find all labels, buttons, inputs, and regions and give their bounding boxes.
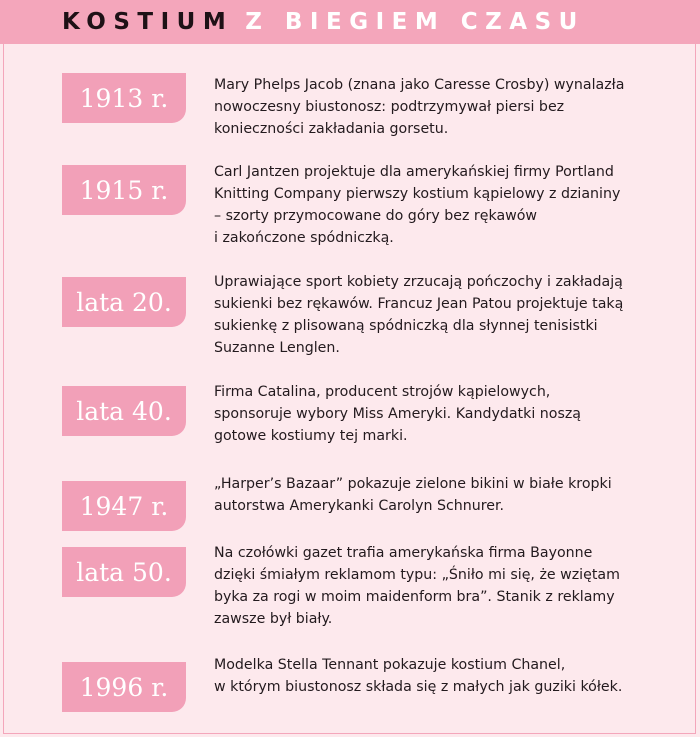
entry-text	[214, 654, 684, 698]
entry-line: byka za rogi w moim maidenform bra”. Stanik z reklamy	[214, 589, 615, 605]
entry-line: w którym biustonosz składa się z małych jak guziki kółek.	[214, 679, 623, 695]
entry-line: Mary Phelps Jacob (znana jako Caresse Crosby) wynalazła	[214, 77, 625, 93]
entry-line: dzięki śmiałym reklamom typu: „Śniło mi się, że wziętam	[214, 567, 620, 583]
entry-line: zawsze był biały.	[214, 611, 333, 627]
entry-line: Modelka Stella Tennant pokazuje kostium Chanel,	[214, 657, 566, 673]
title-bar	[0, 0, 700, 44]
entry-text	[214, 473, 684, 517]
date-badge: 1913 r.	[62, 73, 186, 123]
entry-line: Na czołówki gazet trafia amerykańska firma Bayonne	[214, 545, 593, 561]
entry-line: autorstwa Amerykanki Carolyn Schnurer.	[214, 498, 505, 514]
entry-line: – szorty przymocowane do góry bez rękawów	[214, 208, 538, 224]
entry-line: gotowe kostiumy tej marki.	[214, 428, 408, 444]
entry-line: nowoczesny biustonosz: podtrzymywał piersi bez	[214, 99, 565, 115]
entry-text	[214, 271, 684, 359]
date-badge: 1915 r.	[62, 165, 186, 215]
entry-line: sukienki bez rękawów. Francuz Jean Patou projektuje taką	[214, 296, 624, 312]
date-badge: 1947 r.	[62, 481, 186, 531]
date-badge: 1996 r.	[62, 662, 186, 712]
entry-line: i zakończone spódniczką.	[214, 230, 394, 246]
title-part-2: Z BIEGIEM CZASU	[245, 9, 585, 35]
date-badge: lata 50.	[62, 547, 186, 597]
entry-line: Firma Catalina, producent strojów kąpielowych,	[214, 384, 551, 400]
entry-line: Uprawiające sport kobiety zrzucają pończochy i zakładają	[214, 274, 623, 290]
page-title	[62, 9, 585, 35]
entry-line: konieczności zakładania gorsetu.	[214, 121, 449, 137]
entry-text	[214, 74, 684, 140]
entry-text	[214, 542, 684, 630]
entry-text	[214, 381, 684, 447]
date-badge: lata 20.	[62, 277, 186, 327]
entry-line: Knitting Company pierwszy kostium kąpielowy z dzianiny	[214, 186, 621, 202]
entry-line: Suzanne Lenglen.	[214, 340, 340, 356]
title-part-1: KOSTIUM	[62, 9, 234, 35]
entry-line: sukienkę z plisowaną spódniczką dla słynnej tenisistki	[214, 318, 598, 334]
entry-line: „Harper’s Bazaar” pokazuje zielone bikini w białe kropki	[214, 476, 612, 492]
date-badge: lata 40.	[62, 386, 186, 436]
entry-line: sponsoruje wybory Miss Ameryki. Kandydatki noszą	[214, 406, 581, 422]
entry-line: Carl Jantzen projektuje dla amerykańskiej firmy Portland	[214, 164, 614, 180]
entry-text	[214, 161, 684, 249]
